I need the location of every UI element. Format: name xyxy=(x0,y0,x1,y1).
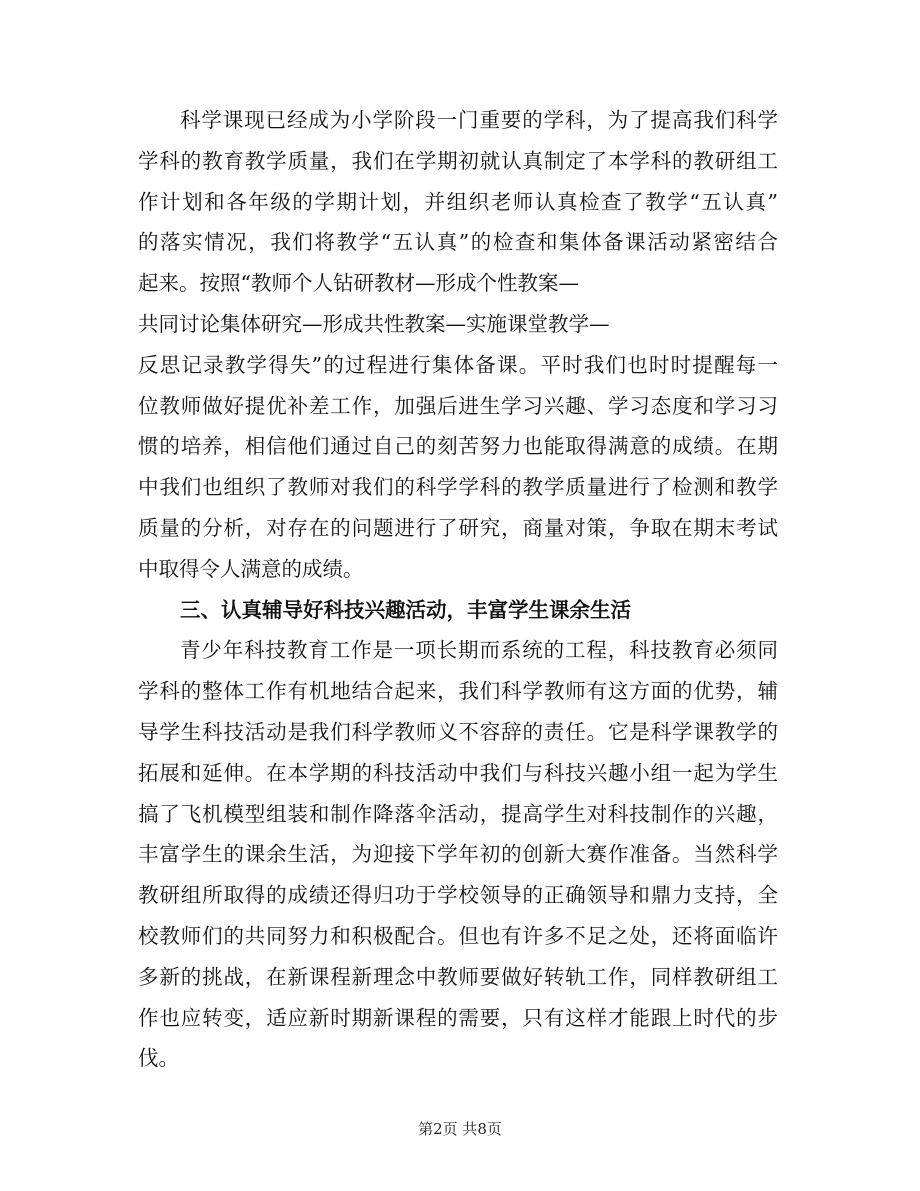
paragraph-1-line: 位教师做好提优补差工作，加强后进生学习兴趣、学习态度和学习习 xyxy=(138,393,778,418)
paragraph-2-line: 学科的整体工作有机地结合起来，我们科学教师有这方面的优势，辅 xyxy=(138,679,778,704)
paragraph-2-line: 校教师们的共同努力和积极配合。但也有许多不足之处，还将面临许 xyxy=(138,923,778,948)
paragraph-1-line: 作计划和各年级的学期计划，并组织老师认真检查了教学“五认真” xyxy=(138,189,778,214)
paragraph-2-line: 多新的挑战，在新课程新理念中教师要做好转轨工作，同样教研组工 xyxy=(138,964,778,989)
paragraph-1-line: 共同讨论集体研究—形成共性教案—实施课堂教学— xyxy=(138,311,610,336)
paragraph-1-line: 质量的分析，对存在的问题进行了研究，商量对策，争取在期末考试 xyxy=(138,515,778,540)
paragraph-1-line: 中取得令人满意的成绩。 xyxy=(138,556,364,581)
paragraph-1-line: 科学课现已经成为小学阶段一门重要的学科，为了提高我们科学 xyxy=(180,108,778,132)
paragraph-1-line: 起来。按照“教师个人钻研教材—形成个性教案— xyxy=(138,271,579,296)
paragraph-1-line: 学科的教育教学质量，我们在学期初就认真制定了本学科的教研组工 xyxy=(138,148,778,173)
paragraph-2-line: 青少年科技教育工作是一项长期而系统的工程，科技教育必须同 xyxy=(180,638,778,663)
paragraph-2-line: 搞了飞机模型组装和制作降落伞活动，提高学生对科技制作的兴趣， xyxy=(138,801,778,826)
paragraph-2-line: 导学生科技活动是我们科学教师义不容辞的责任。它是科学课教学的 xyxy=(138,719,778,744)
paragraph-1-line: 反思记录教学得失”的过程进行集体备课。平时我们也时时提醒每一 xyxy=(138,352,778,377)
paragraph-2-line: 伐。 xyxy=(138,1046,179,1071)
document-body xyxy=(138,100,778,1079)
section-heading: 三、认真辅导好科技兴趣活动，丰富学生课余生活 xyxy=(180,597,631,622)
paragraph-2-line: 教研组所取得的成绩还得归功于学校领导的正确领导和鼎力支持，全 xyxy=(138,883,778,908)
paragraph-2-line: 拓展和延伸。在本学期的科技活动中我们与科技兴趣小组一起为学生 xyxy=(138,760,778,785)
page-number-footer: 第2页 共8页 xyxy=(418,1120,502,1138)
paragraph-1-line: 惯的培养，相信他们通过自己的刻苦努力也能取得满意的成绩。在期 xyxy=(138,434,778,459)
paragraph-2-line: 丰富学生的课余生活，为迎接下学年初的创新大赛作准备。当然科学 xyxy=(138,842,778,867)
paragraph-1-line: 中我们也组织了教师对我们的科学学科的教学质量进行了检测和教学 xyxy=(138,475,778,500)
paragraph-2-line: 作也应转变，适应新时期新课程的需要，只有这样才能跟上时代的步 xyxy=(138,1005,778,1030)
paragraph-1-line: 的落实情况，我们将教学“五认真”的检查和集体备课活动紧密结合 xyxy=(138,230,778,255)
